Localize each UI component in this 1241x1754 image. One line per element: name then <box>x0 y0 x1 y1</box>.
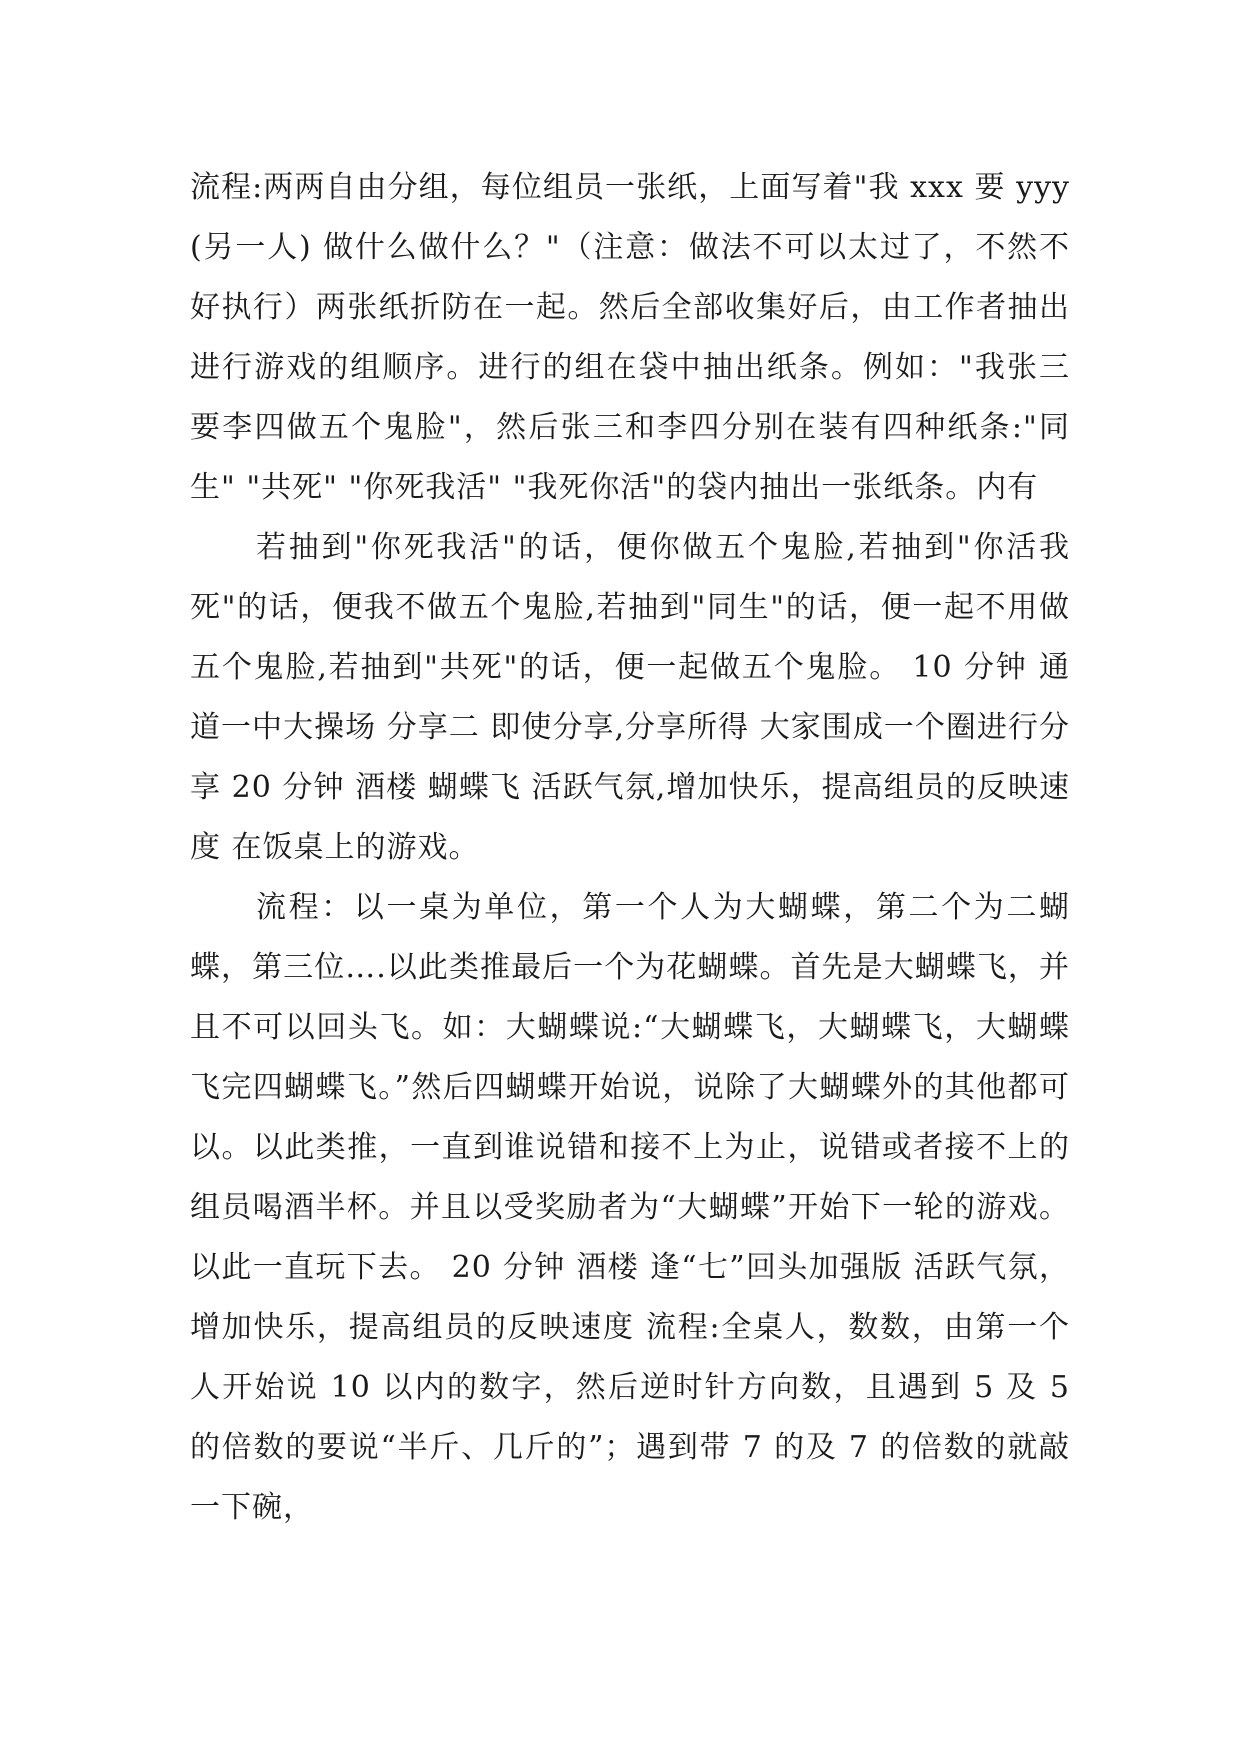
paragraph-2: 若抽到"你死我活"的话，便你做五个鬼脸,若抽到"你活我死"的话，便我不做五个鬼脸,若抽到"同生"的话，便一起不用做五个鬼脸,若抽到"共死"的话，便一起做五个鬼脸。 10 分钟 通道一中大操场 分享二 即使分享,分享所得 大家围成一个圈进行分享 20 分钟 酒楼 蝴蝶飞 活跃气氛,增加快乐，提高组员的反映速度 在饭桌上的游戏。 <box>190 530 1070 865</box>
paragraph-3: 流程：以一桌为单位，第一个人为大蝴蝶，第二个为二蝴蝶，第三位….以此类推最后一个为花蝴蝶。首先是大蝴蝶飞，并且不可以回头飞。如：大蝴蝶说:“大蝴蝶飞，大蝴蝶飞，大蝴蝶飞完四蝴蝶飞。”然后四蝴蝶开始说，说除了大蝴蝶外的其他都可以。以此类推，一直到谁说错和接不上为止，说错或者接不上的组员喝酒半杯。并且以受奖励者为“大蝴蝶”开始下一轮的游戏。以此一直玩下去。 20 分钟 酒楼 逢“七”回头加强版 活跃气氛，增加快乐，提高组员的反映速度 流程:全桌人，数数，由第一个人开始说 10 以内的数字，然后逆时针方向数，且遇到 5 及 5 的倍数的要说“半斤、几斤的”；遇到带 7 的及 7 的倍数的就敲一下碗， <box>190 890 1070 1525</box>
document-body <box>190 158 1070 1538</box>
paragraph-1: 流程:两两自由分组，每位组员一张纸，上面写着"我 xxx 要 yyy(另一人) 做什么做什么？"（注意：做法不可以太过了，不然不好执行）两张纸折防在一起。然后全部收集好后，由工作者抽出进行游戏的组顺序。进行的组在袋中抽出纸条。例如："我张三要李四做五个鬼脸"，然后张三和李四分别在装有四种纸条:"同生" "共死" "你死我活" "我死你活"的袋内抽出一张纸条。内有 <box>190 170 1070 505</box>
